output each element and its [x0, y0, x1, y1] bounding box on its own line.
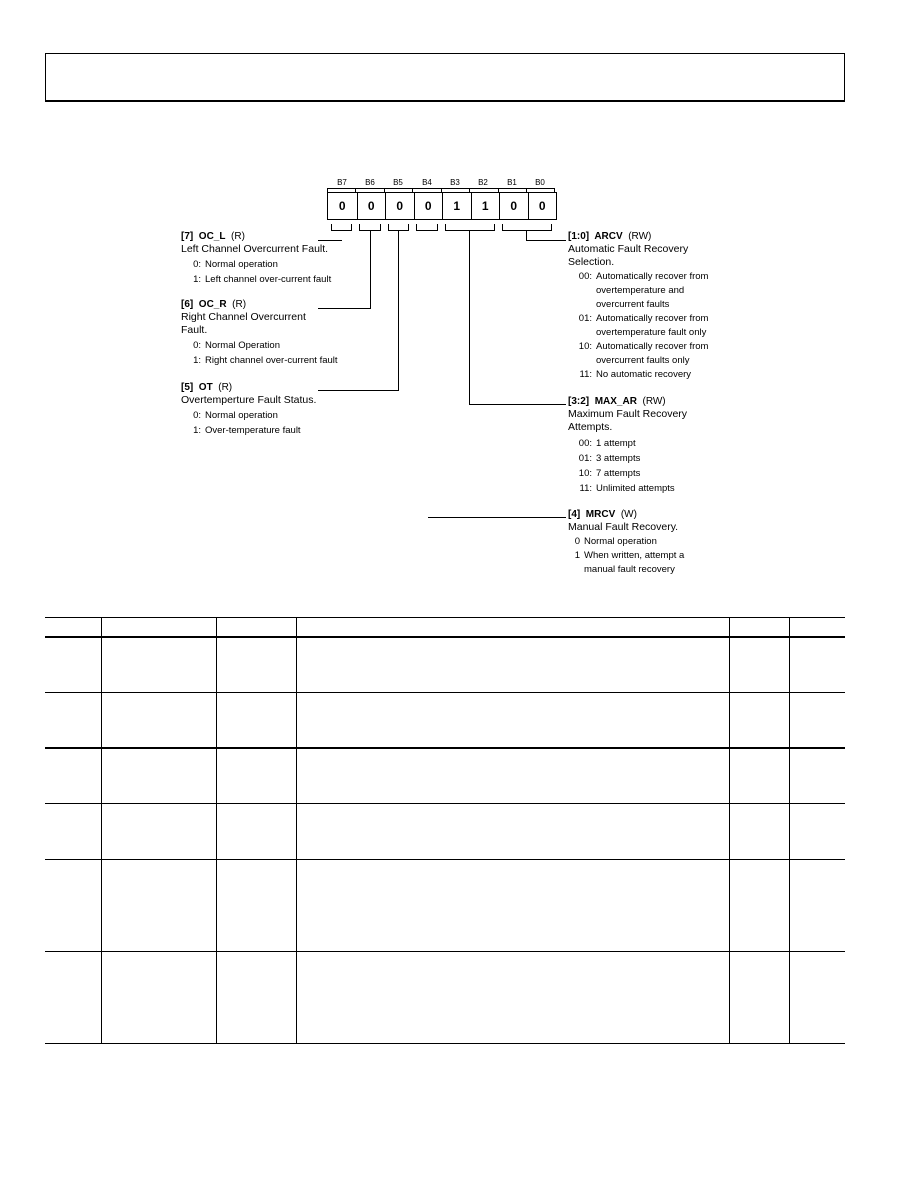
field-option: 01: Automatically recover from overtemperature fault only — [578, 313, 709, 338]
table-row-rule — [45, 803, 845, 804]
field-name: OC_R — [198, 299, 227, 310]
bit-value-b6: 0 — [357, 193, 386, 219]
field-access: (R) — [232, 299, 247, 310]
field-access: (W) — [620, 509, 637, 520]
field-name: MAX_AR — [594, 396, 637, 407]
bit-label: B3 — [450, 178, 460, 187]
table-row-rule — [45, 859, 845, 860]
bit-value-row — [327, 192, 557, 220]
field-heading — [568, 508, 728, 521]
field-name: OT — [198, 382, 213, 393]
page-header-box — [45, 53, 845, 102]
bit-label: B7 — [337, 178, 347, 187]
field-description: Fault. — [181, 324, 208, 336]
field-description: Maximum Fault Recovery — [568, 408, 688, 420]
field-description: Manual Fault Recovery. — [568, 521, 679, 533]
bit-label: B4 — [422, 178, 432, 187]
field-option: 1: Right channel over-current fault — [193, 355, 338, 366]
table-top-rule — [45, 617, 845, 618]
field-name: ARCV — [594, 231, 623, 242]
field-oc-r — [181, 298, 338, 368]
field-description: Overtemperture Fault Status. — [181, 394, 317, 406]
bit-value-b4: 0 — [414, 193, 443, 219]
table-column-rule — [101, 617, 102, 1044]
field-max-ar — [568, 395, 728, 496]
table-row-rule — [45, 692, 845, 693]
field-option: 10: 7 attempts — [578, 468, 641, 479]
table-header-rule — [45, 636, 845, 638]
field-option: 0 Normal operation — [574, 536, 657, 547]
table-column-rule — [216, 617, 217, 1044]
field-description: Selection. — [568, 256, 615, 268]
field-heading — [181, 230, 331, 243]
register-table — [45, 617, 845, 1044]
field-option: 1: Over-temperature fault — [193, 425, 301, 436]
bit-value-b5: 0 — [385, 193, 414, 219]
field-description: Automatic Fault Recovery — [568, 243, 689, 255]
field-option: 0: Normal operation — [193, 259, 278, 270]
field-heading — [568, 395, 728, 408]
table-column-rule — [296, 617, 297, 1044]
bit-label: B5 — [393, 178, 403, 187]
bit-value-b0: 0 — [528, 193, 557, 219]
field-option: 0: Normal Operation — [193, 340, 280, 351]
bit-label: B1 — [507, 178, 517, 187]
bit-value-b7: 0 — [338, 199, 346, 213]
field-access: (R) — [231, 231, 245, 242]
field-heading — [181, 298, 338, 311]
field-bits: [6] — [181, 299, 194, 310]
field-option: 11: No automatic recovery — [579, 369, 692, 380]
field-description: Left Channel Overcurrent Fault. — [181, 243, 329, 255]
field-heading — [568, 230, 728, 243]
bit-value-b3: 1 — [442, 193, 471, 219]
field-bits: [1:0] — [568, 231, 590, 242]
field-option: 00: Automatically recover from overtemperature and overcurrent faults — [578, 271, 709, 310]
field-oc-l — [181, 230, 331, 287]
field-arcv — [568, 230, 728, 382]
bit-label: B2 — [478, 178, 488, 187]
field-ot — [181, 381, 316, 438]
field-mrcv — [568, 508, 728, 577]
field-bits: [3:2] — [568, 396, 590, 407]
field-bits: [5] — [181, 382, 194, 393]
bit-label: B6 — [365, 178, 375, 187]
field-heading — [181, 381, 316, 394]
field-option: 0: Normal operation — [193, 410, 278, 421]
field-description: Right Channel Overcurrent — [181, 311, 306, 323]
field-description: Attempts. — [568, 421, 613, 433]
bit-value-b2: 1 — [471, 193, 500, 219]
field-bits: [4] — [568, 509, 581, 520]
bit-value-b1: 0 — [499, 193, 528, 219]
table-row-rule — [45, 951, 845, 952]
table-column-rule — [729, 617, 730, 1044]
field-name: MRCV — [585, 509, 616, 520]
table-column-rule — [789, 617, 790, 1044]
field-name: OC_L — [198, 231, 226, 242]
field-bits: [7] — [181, 231, 194, 242]
field-access: (RW) — [642, 396, 666, 407]
field-option: 11: Unlimited attempts — [579, 483, 675, 494]
table-row-rule — [45, 747, 845, 749]
field-access: (RW) — [628, 231, 652, 242]
field-option: 00: 1 attempt — [578, 438, 636, 449]
field-option: 1: Left channel over-current fault — [193, 274, 332, 285]
field-option: 01: 3 attempts — [578, 453, 641, 464]
field-access: (R) — [218, 382, 233, 393]
field-option: 1 When written, attempt a manual fault recovery — [574, 550, 685, 575]
bit-label: B0 — [535, 178, 545, 187]
field-option: 10: Automatically recover from overcurrent faults only — [578, 341, 709, 366]
table-bottom-rule — [45, 1043, 845, 1044]
